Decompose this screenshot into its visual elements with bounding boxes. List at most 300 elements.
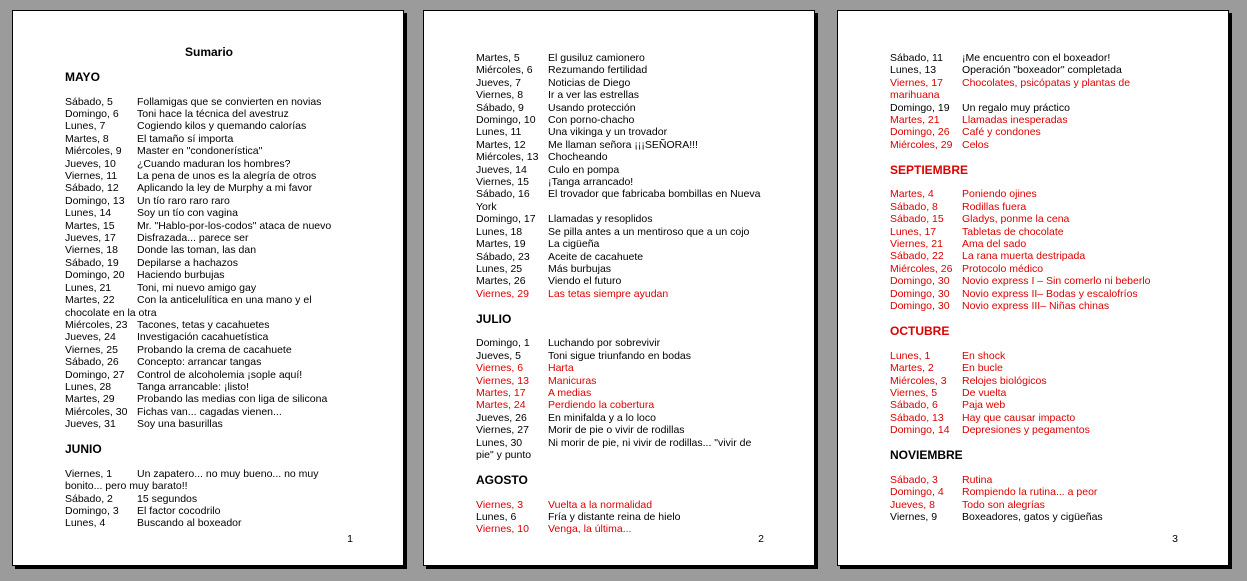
entry-title: Chocolates, psicópatas y plantas de marihuana xyxy=(890,76,1131,102)
page-number: 2 xyxy=(758,533,764,545)
month-heading: JUNIO xyxy=(65,441,102,456)
toc-entry xyxy=(890,511,1178,523)
toc-entry xyxy=(65,282,353,294)
entry-date: Viernes, 1 xyxy=(65,467,113,480)
entry-title: El trovador que fabricaba bombillas en Nueva York xyxy=(476,188,761,213)
toc-entry xyxy=(476,251,764,263)
entry-date: Sábado, 2 xyxy=(65,492,113,505)
entry-title: Toni sigue triunfando en bodas xyxy=(548,349,692,362)
entry-title: Harta xyxy=(548,362,574,375)
entry-date: Domingo, 30 xyxy=(890,300,950,313)
toc-entry xyxy=(890,474,1178,486)
page-content xyxy=(424,11,814,536)
entry-title: Con la anticelulítica en una mano y el chocolate en la otra xyxy=(65,294,312,319)
toc-entry xyxy=(890,362,1178,374)
entry-title: ¡Me encuentro con el boxeador! xyxy=(962,52,1111,64)
entry-title: ¿Cuando maduran los hombres? xyxy=(137,157,291,170)
entry-date: Viernes, 13 xyxy=(476,374,529,387)
entry-title: Manicuras xyxy=(548,374,597,387)
toc-entry xyxy=(65,195,353,207)
entry-date: Lunes, 30 xyxy=(476,436,523,449)
toc-entry xyxy=(476,64,764,76)
toc-entry xyxy=(476,337,764,349)
entry-title: Llamadas y resoplidos xyxy=(548,213,653,226)
entry-title: 15 segundos xyxy=(137,492,198,505)
entry-date: Viernes, 10 xyxy=(476,523,529,536)
toc-entry xyxy=(890,275,1178,287)
entry-date: Domingo, 1 xyxy=(476,337,530,350)
entry-title: Rutina xyxy=(962,473,993,486)
toc-entry xyxy=(476,275,764,287)
toc-entry xyxy=(890,114,1178,126)
entry-title: Todo son alegrías xyxy=(962,498,1045,511)
entry-date: Sábado, 8 xyxy=(890,200,938,213)
entry-date: Lunes, 18 xyxy=(476,225,523,238)
month-heading: JULIO xyxy=(476,311,512,326)
toc-entries xyxy=(890,52,1178,151)
entry-date: Jueves, 10 xyxy=(65,157,116,170)
toc-entry xyxy=(476,437,764,462)
entry-date: Martes, 5 xyxy=(476,52,520,64)
entry-date: Sábado, 26 xyxy=(65,356,119,369)
entry-title: Una vikinga y un trovador xyxy=(548,126,668,139)
entry-title: Usando protección xyxy=(548,101,636,114)
entry-title: Gladys, ponme la cena xyxy=(962,213,1070,226)
entry-date: Martes, 12 xyxy=(476,138,526,151)
entry-date: Lunes, 7 xyxy=(65,120,106,133)
entry-title: Culo en pompa xyxy=(548,163,620,176)
toc-entry xyxy=(476,114,764,126)
entry-title: El gusiluz camionero xyxy=(548,52,645,64)
entry-date: Miércoles, 9 xyxy=(65,145,122,158)
entry-date: Jueves, 17 xyxy=(65,232,116,245)
toc-entry xyxy=(65,244,353,256)
entry-title: Ir a ver las estrellas xyxy=(548,89,640,102)
toc-entry xyxy=(890,350,1178,362)
entry-title: Me llaman señora ¡¡¡SEÑORA!!! xyxy=(548,138,698,151)
toc-entry xyxy=(476,399,764,411)
toc-entry xyxy=(890,250,1178,262)
toc-entry xyxy=(65,158,353,170)
entry-title: Depresiones y pegamentos xyxy=(962,424,1090,437)
entry-title: Novio express III– Niñas chinas xyxy=(962,300,1110,313)
entry-title: A medias xyxy=(548,386,592,399)
entry-title: Ama del sado xyxy=(962,238,1027,251)
entry-date: Miércoles, 23 xyxy=(65,318,128,331)
toc-entry xyxy=(65,418,353,430)
entry-title: Fría y distante reina de hielo xyxy=(548,510,681,523)
toc-month-section xyxy=(476,52,764,300)
entry-title: Un tío raro raro raro xyxy=(137,194,230,207)
entry-title: Probando la crema de cacahuete xyxy=(137,343,292,356)
toc-entries xyxy=(476,52,764,300)
toc-entry xyxy=(65,369,353,381)
entry-date: Miércoles, 29 xyxy=(890,138,953,151)
entry-date: Sábado, 3 xyxy=(890,473,938,486)
entry-date: Miércoles, 3 xyxy=(890,374,947,387)
entry-title: Hay que causar impacto xyxy=(962,411,1076,424)
month-heading: OCTUBRE xyxy=(890,323,950,338)
entry-date: Miércoles, 30 xyxy=(65,405,128,418)
entry-date: Sábado, 15 xyxy=(890,213,944,226)
toc-month-section xyxy=(890,52,1178,151)
toc-entry xyxy=(476,151,764,163)
entry-date: Lunes, 1 xyxy=(890,349,931,362)
toc-entry xyxy=(65,493,353,505)
entry-date: Viernes, 18 xyxy=(65,244,118,257)
entry-title: Buscando al boxeador xyxy=(137,517,242,530)
entry-title: El tamaño sí importa xyxy=(137,132,234,145)
entry-date: Domingo, 30 xyxy=(890,287,950,300)
entry-title: Toni, mi nuevo amigo gay xyxy=(137,281,257,294)
entry-title: Depilarse a hachazos xyxy=(137,256,238,269)
entry-date: Jueves, 8 xyxy=(890,498,935,511)
entry-title: Ni morir de pie, ni vivir de rodillas... "vivir de pie" y punto xyxy=(476,436,752,461)
toc-entry xyxy=(476,523,764,535)
entry-title: Concepto: arrancar tangas xyxy=(137,356,262,369)
entry-title: Noticias de Diego xyxy=(548,76,631,89)
entry-title: Tabletas de chocolate xyxy=(962,225,1064,238)
entry-date: Viernes, 6 xyxy=(476,362,524,375)
entry-date: Jueves, 26 xyxy=(476,411,527,424)
entry-date: Domingo, 6 xyxy=(65,108,119,120)
entry-title: De vuelta xyxy=(962,386,1007,399)
entry-title: Soy un tío con vagina xyxy=(137,207,238,220)
toc-entry xyxy=(890,499,1178,511)
entry-title: Morir de pie o vivir de rodillas xyxy=(548,424,685,437)
toc-month-section xyxy=(65,71,353,431)
entry-date: Domingo, 3 xyxy=(65,504,119,517)
entry-date: Viernes, 15 xyxy=(476,176,529,189)
page-content xyxy=(13,11,403,530)
entry-title: En shock xyxy=(962,349,1006,362)
toc-entry xyxy=(65,468,353,493)
entry-title: Mr. "Hablo-por-los-codos" ataca de nuevo xyxy=(137,219,332,232)
toc-entry xyxy=(476,238,764,250)
toc-entry xyxy=(65,344,353,356)
entry-title: Rodillas fuera xyxy=(962,200,1027,213)
toc-entries xyxy=(65,96,353,431)
toc-entry xyxy=(890,188,1178,200)
entry-date: Martes, 15 xyxy=(65,219,115,232)
entry-title: Un regalo muy práctico xyxy=(962,101,1070,114)
toc-entry xyxy=(476,387,764,399)
entry-date: Domingo, 10 xyxy=(476,114,536,127)
entry-date: Jueves, 5 xyxy=(476,349,521,362)
entry-title: Con porno-chacho xyxy=(548,114,635,127)
toc-entry xyxy=(890,424,1178,436)
entry-date: Domingo, 17 xyxy=(476,213,536,226)
toc-entry xyxy=(476,164,764,176)
entry-date: Sábado, 6 xyxy=(890,399,938,412)
toc-entry xyxy=(65,517,353,529)
document-title: Sumario xyxy=(184,45,233,59)
toc-entry xyxy=(476,139,764,151)
entry-date: Martes, 17 xyxy=(476,386,526,399)
entry-date: Viernes, 27 xyxy=(476,424,529,437)
toc-month-section xyxy=(890,325,1178,437)
toc-entry xyxy=(65,356,353,368)
entry-date: Viernes, 9 xyxy=(890,510,938,523)
entry-title: Toni hace la técnica del avestruz xyxy=(137,108,289,120)
entry-title: Vuelta a la normalidad xyxy=(548,498,653,511)
entry-date: Domingo, 19 xyxy=(890,101,950,114)
entry-title: Haciendo burbujas xyxy=(137,269,225,282)
entry-title: Más burbujas xyxy=(548,262,612,275)
entry-title: Master en "condonerística" xyxy=(137,145,263,158)
entry-title: En bucle xyxy=(962,362,1003,375)
entry-date: Miércoles, 13 xyxy=(476,151,539,164)
entry-title: Café y condones xyxy=(962,126,1041,139)
toc-entry xyxy=(890,77,1178,102)
toc-entry xyxy=(65,145,353,157)
entry-date: Miércoles, 6 xyxy=(476,64,533,77)
entry-date: Lunes, 17 xyxy=(890,225,937,238)
entry-date: Jueves, 31 xyxy=(65,418,116,431)
document-page[interactable] xyxy=(423,10,815,566)
toc-entry xyxy=(65,406,353,418)
entry-title: Fichas van... cagadas vienen... xyxy=(137,405,282,418)
toc-entry xyxy=(476,89,764,101)
toc-entry xyxy=(65,108,353,120)
entry-date: Lunes, 28 xyxy=(65,380,112,393)
entry-date: Sábado, 22 xyxy=(890,250,944,263)
toc-entry xyxy=(890,126,1178,138)
entry-date: Domingo, 30 xyxy=(890,275,950,288)
entry-date: Sábado, 16 xyxy=(476,188,530,201)
entry-date: Martes, 22 xyxy=(65,294,115,307)
toc-entry xyxy=(476,176,764,188)
entry-title: La cigüeña xyxy=(548,238,600,251)
entry-title: La pena de unos es la alegría de otros xyxy=(137,170,317,183)
entry-title: Relojes biológicos xyxy=(962,374,1047,387)
entry-title: Boxeadores, gatos y cigüeñas xyxy=(962,510,1103,523)
entry-date: Martes, 24 xyxy=(476,399,526,412)
toc-entry xyxy=(890,139,1178,151)
entry-title: En minifalda y a lo loco xyxy=(548,411,656,424)
entry-title: Aceite de cacahuete xyxy=(548,250,644,263)
document-page[interactable] xyxy=(12,10,404,566)
entry-title: Cogiendo kilos y quemando calorías xyxy=(137,120,307,133)
toc-entry xyxy=(65,207,353,219)
entry-date: Martes, 26 xyxy=(476,275,526,288)
toc-month-section xyxy=(476,313,764,462)
toc-entry xyxy=(65,257,353,269)
toc-entry xyxy=(890,412,1178,424)
entry-title: Paja web xyxy=(962,399,1006,412)
entry-title: Disfrazada... parece ser xyxy=(137,232,249,245)
entry-date: Jueves, 7 xyxy=(476,76,521,89)
entry-title: Probando las medias con liga de silicona xyxy=(137,393,328,406)
entry-title: Donde las toman, las dan xyxy=(137,244,257,257)
entry-title: Follamigas que se convierten en novias xyxy=(137,95,322,108)
entry-title: Venga, la última... xyxy=(548,523,632,536)
toc-month-section xyxy=(890,449,1178,523)
entry-date: Martes, 2 xyxy=(890,362,934,375)
toc-entry xyxy=(65,96,353,108)
entry-date: Domingo, 26 xyxy=(890,126,950,139)
entry-title: Chocheando xyxy=(548,151,608,164)
toc-month-section xyxy=(890,164,1178,313)
entry-title: Llamadas inesperadas xyxy=(962,114,1068,127)
toc-entries xyxy=(65,468,353,530)
entry-date: Sábado, 11 xyxy=(890,52,943,64)
toc-entry xyxy=(890,226,1178,238)
toc-entry xyxy=(476,126,764,138)
toc-entry xyxy=(476,226,764,238)
toc-entry xyxy=(476,499,764,511)
entry-title: Viendo el futuro xyxy=(548,275,622,288)
month-heading: SEPTIEMBRE xyxy=(890,162,969,177)
toc-entry xyxy=(476,52,764,64)
entry-date: Viernes, 21 xyxy=(890,238,943,251)
entry-date: Domingo, 4 xyxy=(890,486,944,499)
toc-entry xyxy=(476,375,764,387)
toc-entry xyxy=(65,220,353,232)
toc-entries xyxy=(890,188,1178,312)
entry-date: Viernes, 8 xyxy=(476,89,524,102)
entry-date: Martes, 8 xyxy=(65,132,109,145)
entry-date: Lunes, 25 xyxy=(476,262,523,275)
toc-entry xyxy=(65,232,353,244)
toc-entries xyxy=(476,337,764,461)
entry-date: Viernes, 17 xyxy=(890,76,943,89)
toc-entry xyxy=(476,350,764,362)
toc-entry xyxy=(476,102,764,114)
toc-entry xyxy=(65,120,353,132)
toc-entry xyxy=(65,182,353,194)
month-heading: MAYO xyxy=(65,69,100,84)
toc-entry xyxy=(65,294,353,319)
entry-title: ¡Tanga arrancado! xyxy=(548,176,634,189)
document-page[interactable] xyxy=(837,10,1229,566)
toc-sections xyxy=(890,52,1178,523)
page-number: 3 xyxy=(1172,533,1178,545)
entry-date: Lunes, 13 xyxy=(890,64,937,77)
toc-entry xyxy=(890,52,1178,64)
entry-title: Novio express II– Bodas y escalofríos xyxy=(962,287,1138,300)
toc-entry xyxy=(65,381,353,393)
entry-date: Sábado, 9 xyxy=(476,101,524,114)
toc-entry xyxy=(890,300,1178,312)
entry-title: Rezumando fertilidad xyxy=(548,64,648,77)
toc-entry xyxy=(65,331,353,343)
entry-date: Martes, 21 xyxy=(890,114,940,127)
entry-title: Se pilla antes a un mentiroso que a un cojo xyxy=(548,225,750,238)
entry-date: Lunes, 11 xyxy=(476,126,522,139)
toc-entry xyxy=(476,412,764,424)
entry-title: Soy una basurillas xyxy=(137,418,223,431)
entry-title: Celos xyxy=(962,138,989,151)
entry-title: Control de alcoholemia ¡sople aquí! xyxy=(137,368,303,381)
entry-date: Lunes, 21 xyxy=(65,281,112,294)
entry-title: Operación "boxeador" completada xyxy=(962,64,1122,77)
entry-title: Rompiendo la rutina... a peor xyxy=(962,486,1098,499)
toc-entry xyxy=(890,263,1178,275)
entry-date: Viernes, 3 xyxy=(476,498,524,511)
entry-date: Lunes, 6 xyxy=(476,510,517,523)
entry-title: Tacones, tetas y cacahuetes xyxy=(137,318,270,331)
entry-date: Domingo, 20 xyxy=(65,269,125,282)
entry-date: Martes, 4 xyxy=(890,188,934,201)
toc-entry xyxy=(65,170,353,182)
toc-entry xyxy=(65,505,353,517)
entry-date: Viernes, 29 xyxy=(476,287,529,300)
toc-month-section xyxy=(65,443,353,530)
entry-date: Sábado, 13 xyxy=(890,411,944,424)
entry-title: El factor cocodrilo xyxy=(137,504,221,517)
toc-entries xyxy=(476,499,764,536)
toc-entry xyxy=(890,238,1178,250)
toc-entries xyxy=(890,350,1178,437)
toc-sections xyxy=(65,71,353,530)
toc-entry xyxy=(65,269,353,281)
toc-entries xyxy=(890,474,1178,524)
entry-title: Protocolo médico xyxy=(962,262,1044,275)
entry-date: Sábado, 23 xyxy=(476,250,530,263)
entry-date: Domingo, 13 xyxy=(65,194,125,207)
toc-entry xyxy=(890,486,1178,498)
toc-entry xyxy=(476,424,764,436)
page-content xyxy=(838,11,1228,523)
entry-title: Un zapatero... no muy bueno... no muy bonito... pero muy barato!! xyxy=(65,467,319,493)
month-heading: NOVIEMBRE xyxy=(890,447,963,462)
entry-date: Lunes, 14 xyxy=(65,207,112,220)
page-number: 1 xyxy=(347,533,353,545)
entry-title: Luchando por sobrevivir xyxy=(548,337,661,350)
entry-title: Tanga arrancable: ¡listo! xyxy=(137,380,250,393)
entry-date: Domingo, 27 xyxy=(65,368,125,381)
toc-entry xyxy=(65,133,353,145)
toc-entry xyxy=(65,319,353,331)
entry-title: Investigación cacahuetística xyxy=(137,331,269,344)
toc-month-section xyxy=(476,474,764,536)
entry-date: Viernes, 25 xyxy=(65,343,118,356)
entry-date: Jueves, 24 xyxy=(65,331,116,344)
entry-date: Viernes, 5 xyxy=(890,386,938,399)
toc-entry xyxy=(890,288,1178,300)
toc-entry xyxy=(476,362,764,374)
entry-date: Martes, 19 xyxy=(476,238,526,251)
toc-entry xyxy=(890,64,1178,76)
entry-date: Domingo, 14 xyxy=(890,424,950,437)
toc-entry xyxy=(890,213,1178,225)
entry-date: Sábado, 5 xyxy=(65,95,113,108)
entry-date: Jueves, 14 xyxy=(476,163,527,176)
entry-date: Martes, 29 xyxy=(65,393,115,406)
entry-date: Sábado, 12 xyxy=(65,182,119,195)
toc-entry xyxy=(476,188,764,213)
toc-entry xyxy=(890,375,1178,387)
entry-date: Lunes, 4 xyxy=(65,517,106,530)
toc-entry xyxy=(890,399,1178,411)
entry-title: Poniendo ojines xyxy=(962,188,1037,201)
entry-date: Viernes, 11 xyxy=(65,170,118,183)
toc-sections xyxy=(476,52,764,536)
toc-entry xyxy=(476,213,764,225)
month-heading: AGOSTO xyxy=(476,472,528,487)
toc-entry xyxy=(476,288,764,300)
entry-title: Aplicando la ley de Murphy a mi favor xyxy=(137,182,313,195)
entry-date: Miércoles, 26 xyxy=(890,262,953,275)
entry-title: La rana muerta destripada xyxy=(962,250,1086,263)
toc-entry xyxy=(476,511,764,523)
toc-entry xyxy=(890,102,1178,114)
entry-title: Perdiendo la cobertura xyxy=(548,399,655,412)
toc-entry xyxy=(476,263,764,275)
toc-entry xyxy=(476,77,764,89)
entry-title: Novio express I – Sin comerlo ni beberlo xyxy=(962,275,1151,288)
